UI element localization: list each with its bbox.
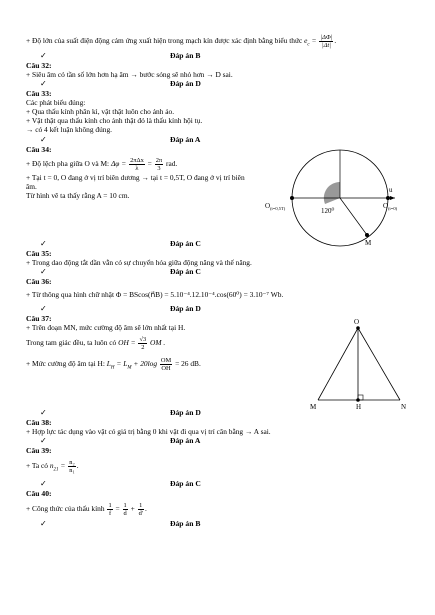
text-l34c: âm.: [26, 182, 37, 191]
check-icon: ✓: [40, 51, 47, 60]
check-icon: ✓: [40, 408, 47, 417]
label-O-right: $O_{(t=0)}$: [383, 202, 398, 211]
label-H: H: [356, 403, 362, 411]
radius-to-M: [340, 198, 367, 235]
question-35: Câu 35:: [26, 249, 52, 258]
phase-circle-figure: [255, 140, 415, 250]
formula-ec: $e_c$ = $\frac{|\Delta\Phi|}{|\Delta t|}$ .: [304, 34, 337, 49]
question-34: Câu 34:: [26, 145, 52, 154]
label-angle: 120⁰: [321, 207, 335, 215]
question-39: Câu 39:: [26, 446, 52, 455]
answer-38: Đáp án A: [170, 436, 201, 445]
check-icon: ✓: [40, 479, 47, 488]
point-M: [365, 233, 369, 237]
side-OM: [318, 328, 358, 400]
point-O-left: [290, 196, 294, 200]
point-O: [356, 326, 360, 330]
text-l37a: + Trên đoạn MN, mức cường độ âm sẽ lớn nhất tại H.: [26, 323, 186, 332]
check-icon: ✓: [40, 239, 47, 248]
label-O-left: $O_{(t=0,5T)}$: [265, 202, 286, 211]
point-H: [356, 398, 360, 402]
text-l34b: + Tại t = 0, O đang ở vị trí biên dương → tại t = 0,5T, O đang ở vị trí biên: [26, 173, 245, 182]
fraction: $\frac{|\Delta\Phi|}{|\Delta t|}$: [320, 34, 333, 49]
question-33: Câu 33:: [26, 89, 52, 98]
answer-36: Đáp án D: [170, 304, 201, 313]
arrow-icon: [390, 196, 395, 200]
text-line: [26, 34, 336, 50]
text-l33a: Các phát biểu đúng:: [26, 98, 86, 107]
text-l33b: + Qua thấu kính phân kì, vật thật luôn cho ảnh ảo.: [26, 107, 175, 116]
text-l36: + Từ thông qua hình chữ nhật Φ = BScos(n⃗B) = 5.10⁻⁴.12.10⁻⁴.cos(60⁰) = 3.10⁻⁷ Wb.: [26, 290, 284, 299]
point-O-right: [386, 196, 390, 200]
answer-35: Đáp án C: [170, 267, 201, 276]
text-l1: + Độ lớn của suất điện động cảm ứng xuất hiện trong mạch kín được xác định bằng biểu thức: [26, 36, 303, 46]
answer-31: Đáp án B: [170, 51, 201, 60]
answer-39: Đáp án C: [170, 479, 201, 488]
text-l33d: → có 4 kết luận không đúng.: [26, 125, 113, 134]
text-l40: + Công thức của thấu kính $\frac{1}{f}$ = $\frac{1}{d}$ + $\frac{1}{d'}$ .: [26, 502, 147, 517]
check-icon: ✓: [40, 436, 47, 445]
label-N: N: [401, 403, 407, 411]
check-icon: ✓: [40, 267, 47, 276]
text-l39: + Ta có $n_{21}$ = $\frac{\text{n₂}}{\text{n₁}}$ .: [26, 459, 79, 474]
answer-34: Đáp án C: [170, 239, 201, 248]
text-l33c: + Vật thật qua thấu kính cho ảnh thật đó là thấu kính hội tụ.: [26, 116, 203, 125]
check-icon: ✓: [40, 79, 47, 88]
question-38: Câu 38:: [26, 418, 52, 427]
answer-37: Đáp án D: [170, 408, 201, 417]
question-37: Câu 37:: [26, 314, 52, 323]
text-l37b: Trong tam giác đều, ta luôn có OH = $\frac{√3}{2}$ OM .: [26, 336, 166, 351]
check-icon: ✓: [40, 304, 47, 313]
label-u: u: [389, 186, 393, 194]
text-l34d: Từ hình vẽ ta thấy rằng A = 10 cm.: [26, 191, 130, 200]
check-icon: ✓: [40, 135, 47, 144]
text-l38: + Hợp lực tác dụng vào vật có giá trị bằng 0 khi vật đi qua vị trí cân bằng → A sai.: [26, 427, 271, 436]
question-36: Câu 36:: [26, 277, 52, 286]
question-40: Câu 40:: [26, 489, 52, 498]
text-l32: + Siêu âm có tần số lớn hơn hạ âm → bước sóng sẽ nhỏ hơn → D sai.: [26, 70, 233, 79]
triangle-figure: [300, 315, 420, 415]
check-icon: ✓: [40, 519, 47, 528]
answer-40: Đáp án B: [170, 519, 201, 528]
text-l34a: + Độ lệch pha giữa O và M: Δφ = $\frac{\text{2πΔx}}{\lambda}$ = $\frac{2\pi}{3}$ rad.: [26, 157, 178, 172]
question-32: Câu 32:: [26, 61, 52, 70]
text-l37c: + Mức cường độ âm tại H: $L_H = L_M + 20\log$ $\frac{OM}{OH}$ = 26 dB.: [26, 357, 201, 372]
label-M: M: [310, 403, 317, 411]
text-l35: + Trong dao động tắt dần vẫn có sự chuyển hóa giữa động năng và thế năng.: [26, 258, 252, 267]
label-M: M: [365, 239, 372, 247]
side-ON: [358, 328, 400, 400]
answer-32: Đáp án D: [170, 79, 201, 88]
answer-33: Đáp án A: [170, 135, 201, 144]
label-O: O: [354, 318, 360, 326]
shaded-sector: [324, 182, 340, 204]
